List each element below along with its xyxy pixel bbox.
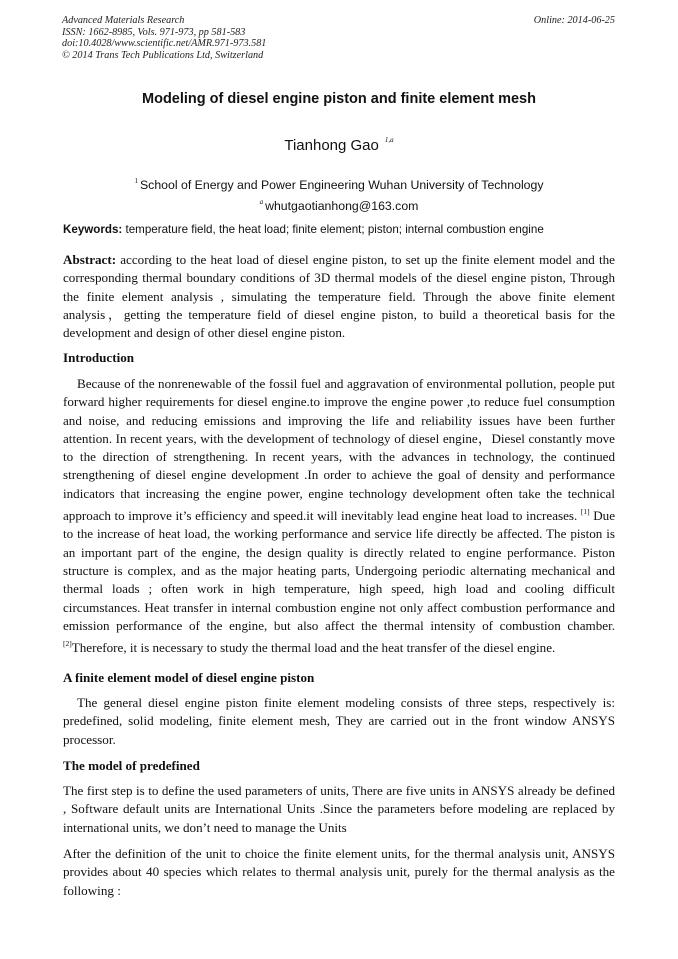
journal-name: Advanced Materials Research (62, 15, 185, 26)
predefined-paragraph-1: The first step is to define the used parameters of units, There are five units in ANSYS already be defined , Software default units are International Units .Since the parameters before modeling are replaced by international units, we don’t need to manage the Units (63, 783, 615, 835)
author-line (0, 136, 678, 154)
intro-text-2: Due to the increase of heat load, the working performance and service life directly be affected. The piston is an important part of the engine, the design quality is directly related to engine performance. Piston structure is complex, and as the major heating parts, Undergoing periodic alternating mechanical and thermal loads ; often work in high temperature, high speed, high load and cooling difficult circumstances. Heat transfer in internal combustion engine not only affect combustion performance and emission performance of the engine, but also affect the thermal intensity of combustion chamber. (63, 508, 616, 633)
keywords-label: Keywords: (63, 223, 123, 236)
email-address[interactable]: whutgaotianhong@163.com (265, 199, 419, 213)
affiliation-line (0, 173, 678, 194)
introduction-paragraph (63, 375, 615, 657)
journal-header-block (62, 15, 266, 61)
keywords-line (63, 223, 615, 236)
copyright-line: © 2014 Trans Tech Publications Ltd, Switzerland (62, 49, 264, 61)
heading-finite-element-model: A finite element model of diesel engine piston (63, 670, 315, 685)
affiliation-mark: 1 (134, 177, 138, 185)
predefined-paragraph-2: After the definition of the unit to choice the finite element units, for the thermal analysis unit, ANSYS provides about 40 species which relates to thermal analysis unit, purely for the thermal analysis as the following : (63, 846, 615, 898)
issn-line: ISSN: 1662-8985, Vols. 971-973, pp 581-583 (62, 26, 246, 38)
online-date: Online: 2014-06-25 (533, 15, 615, 26)
abstract-text: according to the heat load of diesel engine piston, to set up the finite element model and the corresponding thermal boundary conditions of 3D thermal models of the diesel engine piston, Through the finite element analysis , simulating the temperature field. Through the above finite element analysis，getting the temperature field of diesel engine piston, to build a theoretical basis for the development and design of other diesel engine piston. (63, 252, 615, 341)
author-name: Tianhong Gao (284, 137, 379, 154)
paper-title: Modeling of diesel engine piston and finite element mesh (142, 91, 536, 107)
keywords-text: temperature field, the heat load; finite element; piston; internal combustion engine (122, 223, 544, 236)
affiliation-block (0, 173, 678, 215)
abstract-label: Abstract: (63, 252, 117, 267)
heading-introduction: Introduction (63, 350, 135, 365)
intro-text-3: Therefore, it is necessary to study the thermal load and the heat transfer of the diesel engine. (71, 640, 556, 656)
affiliation-text: School of Energy and Power Engineering Wuhan University of Technology (139, 178, 544, 192)
citation-1[interactable]: [1] (580, 507, 590, 517)
author-affil-mark: 1,a (384, 136, 394, 144)
citation-2[interactable]: [2] (63, 639, 72, 649)
fem-paragraph: The general diesel engine piston finite element modeling consists of three steps, respectively is: predefined, solid modeling, finite element mesh, They are carried out in the front window ANSYS processor. (63, 695, 615, 747)
email-mark: a (259, 198, 264, 206)
heading-model-predefined: The model of predefined (63, 758, 200, 773)
abstract-paragraph (63, 251, 615, 342)
email-line (0, 194, 678, 215)
intro-text-1: Because of the nonrenewable of the fossil fuel and aggravation of environmental pollution, people put forward higher requirements for diesel engine.to improve the engine power ,to reduce fuel consumption and noise, and reducing emissions and improving the life and reliability issues have been further attention. In recent years, with the development of technology of diesel engine，Diesel constantly move to the direction of strengthening. In recent years, with the advances in technology, the continued strengthening of diesel engine development .In order to achieve the goal of density and performance indicators that increasing the engine power, engine technology development often take the technical approach to improve it’s efficiency and speed.it will inevitably lead engine heat load to increases. (63, 376, 615, 524)
doi-line: doi:10.4028/www.scientific.net/AMR.971-973.581 (62, 38, 267, 49)
